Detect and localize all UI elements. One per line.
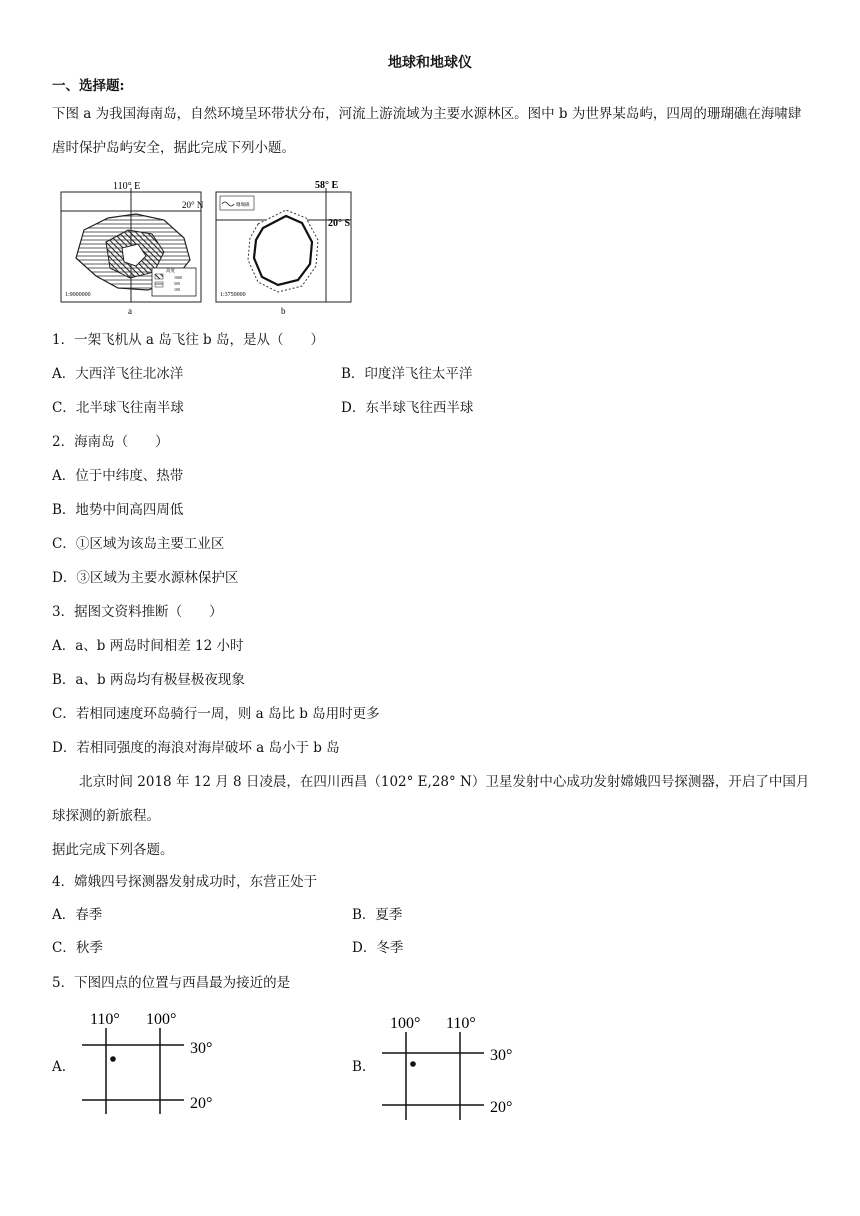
grid-a-lat-top: 30° [190,1040,213,1057]
map-b-legend-label: 珊瑚礁 [236,202,250,207]
question-4-option-d[interactable]: D．冬季 [352,940,404,956]
map-a-lon-label: 110° E [113,181,141,192]
map-a-caption: a [128,306,132,316]
map-a-lat-label: 20° N [182,200,204,210]
question-1-option-c[interactable]: C．北半球飞往南半球 [52,400,184,416]
map-b-caption: b [281,306,286,316]
map-a-scale: 1:9000000 [65,292,91,298]
map-b-lon-label: 58° E [315,180,339,191]
grid-b-svg [378,1008,538,1128]
map-a-legend-value: 500 [174,281,180,286]
passage-2: 北京时间 2018 年 12 月 8 日凌晨，在四川西昌（102° E,28° N）卫星发射中心成功发射嫦娥四号探测器，开启了中国月球探测的新旅程。 [52,774,810,824]
passage-2-tail: 据此完成下列各题。 [52,842,174,858]
question-3-option-d[interactable]: D．若相同强度的海浪对海岸破坏 a 岛小于 b 岛 [52,740,340,756]
grid-a [78,1004,238,1124]
figure-maps-svg [56,178,356,318]
question-5-option-a[interactable]: A. [52,1059,67,1075]
question-5-option-b[interactable]: B. [352,1059,367,1075]
map-a-legend-value: 100 [174,287,180,292]
map-a-legend-title: 高度 [166,268,175,273]
grid-a-point [110,1056,116,1062]
grid-b-lon-left: 100° [390,1015,421,1032]
question-3-option-c[interactable]: C．若相同速度环岛骑行一周，则 a 岛比 b 岛用时更多 [52,706,380,722]
map-b-lat-label: 20° S [328,218,351,229]
question-2-option-a[interactable]: A．位于中纬度、热带 [52,468,184,484]
question-1-option-d[interactable]: D．东半球飞往西半球 [341,400,474,416]
grid-b-lat-bottom: 20° [490,1099,513,1116]
question-2-option-d[interactable]: D．③区域为主要水源林保护区 [52,570,239,586]
map-b [216,180,351,316]
question-3-option-b[interactable]: B．a、b 两岛均有极昼极夜现象 [52,672,245,688]
map-a-legend-value: 1000 [174,275,182,280]
grid-b-lon-right: 110° [446,1015,476,1032]
page-title: 地球和地球仪 [388,55,472,71]
question-4-stem: 4．嫦娥四号探测器发射成功时，东营正处于 [52,874,318,890]
question-5-stem: 5．下图四点的位置与西昌最为接近的是 [52,975,291,991]
question-4-option-c[interactable]: C．秋季 [52,940,103,956]
question-2-stem: 2．海南岛（ ） [52,434,169,450]
grid-a-lat-bottom: 20° [190,1095,213,1112]
question-1-option-b[interactable]: B．印度洋飞往太平洋 [341,366,473,382]
grid-b-lat-top: 30° [490,1047,513,1064]
section-heading: 一、选择题: [52,78,125,94]
question-1-stem: 1．一架飞机从 a 岛飞往 b 岛，是从（ ） [52,332,324,348]
question-1-option-a[interactable]: A．大西洋飞往北冰洋 [52,366,184,382]
map-a [61,181,204,316]
intro-paragraph: 下图 a 为我国海南岛，自然环境呈环带状分布，河流上游流域为主要水源林区。图中 b 为世界某岛屿，四周的珊瑚礁在海啸肆虐时保护岛屿安全，据此完成下列小题。 [52,106,802,156]
question-2-option-b[interactable]: B．地势中间高四周低 [52,502,184,518]
question-3-option-a[interactable]: A．a、b 两岛时间相差 12 小时 [52,638,244,654]
map-b-scale: 1:3750000 [220,292,246,298]
question-2-option-c[interactable]: C．①区域为该岛主要工业区 [52,536,225,552]
grid-a-svg [78,1004,238,1124]
question-4-option-b[interactable]: B．夏季 [352,907,403,923]
figure-maps [56,178,356,318]
question-3-stem: 3．据图文资料推断（ ） [52,604,223,620]
grid-a-lon-left: 110° [90,1011,120,1028]
grid-a-lon-right: 100° [146,1011,177,1028]
grid-b [378,1008,538,1128]
grid-b-point [410,1061,416,1067]
question-4-option-a[interactable]: A．春季 [52,907,103,923]
